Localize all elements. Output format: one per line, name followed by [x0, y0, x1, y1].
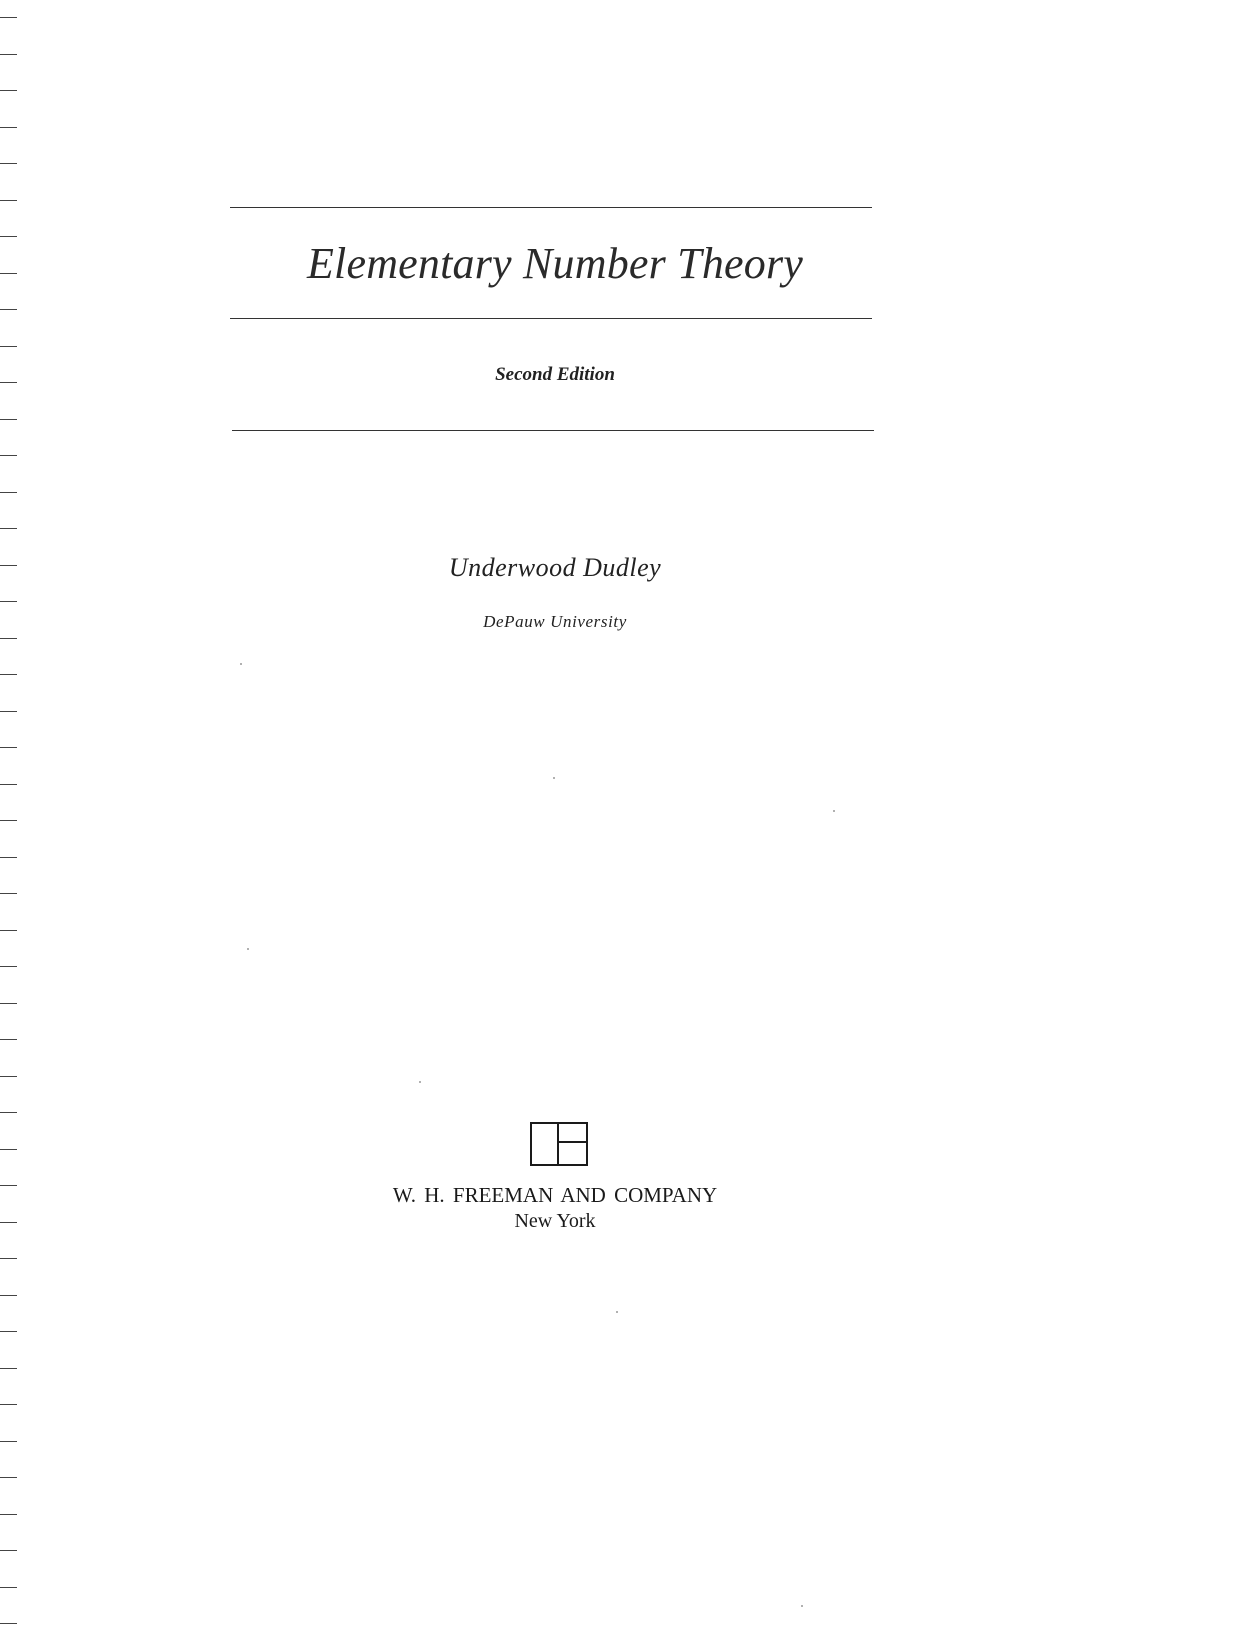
binding-tick: [0, 966, 17, 967]
binding-tick: [0, 528, 17, 529]
binding-tick: [0, 1441, 17, 1442]
binding-tick: [0, 638, 17, 639]
binding-tick: [0, 601, 17, 602]
binding-tick: [0, 1149, 17, 1150]
binding-tick: [0, 236, 17, 237]
binding-tick: [0, 1404, 17, 1405]
binding-tick: [0, 1477, 17, 1478]
top-rule: [230, 207, 872, 208]
author-name: Underwood Dudley: [448, 553, 662, 582]
binding-tick: [0, 820, 17, 821]
binding-tick: [0, 273, 17, 274]
binding-tick: [0, 565, 17, 566]
binding-tick: [0, 930, 17, 931]
scan-speck: [833, 810, 835, 812]
scan-speck: [616, 1311, 618, 1313]
binding-tick: [0, 1076, 17, 1077]
binding-tick: [0, 455, 17, 456]
binding-tick: [0, 54, 17, 55]
binding-tick: [0, 1623, 17, 1624]
scan-speck: [240, 663, 242, 665]
binding-tick: [0, 17, 17, 18]
binding-tick: [0, 309, 17, 310]
binding-tick: [0, 784, 17, 785]
binding-tick: [0, 1587, 17, 1588]
binding-tick: [0, 674, 17, 675]
binding-tick: [0, 857, 17, 858]
binding-tick-marks: [0, 0, 20, 1647]
binding-tick: [0, 1003, 17, 1004]
binding-tick: [0, 163, 17, 164]
binding-tick: [0, 382, 17, 383]
scan-speck: [553, 777, 555, 779]
publisher-place: New York: [514, 1210, 596, 1232]
binding-tick: [0, 1185, 17, 1186]
binding-tick: [0, 1514, 17, 1515]
binding-tick: [0, 200, 17, 201]
binding-tick: [0, 1112, 17, 1113]
binding-tick: [0, 711, 17, 712]
binding-tick: [0, 127, 17, 128]
binding-tick: [0, 419, 17, 420]
edition-label: Second Edition: [495, 364, 615, 385]
binding-tick: [0, 1039, 17, 1040]
binding-tick: [0, 90, 17, 91]
bottom-rule: [232, 430, 874, 431]
scan-speck: [801, 1605, 803, 1607]
binding-tick: [0, 893, 17, 894]
publisher-name: W. H. FREEMAN AND COMPANY: [392, 1183, 718, 1207]
book-title: Elementary Number Theory: [306, 239, 804, 288]
binding-tick: [0, 1331, 17, 1332]
scan-speck: [247, 948, 249, 950]
binding-tick: [0, 492, 17, 493]
binding-tick: [0, 747, 17, 748]
binding-tick: [0, 1368, 17, 1369]
freeman-book-logo-icon: [530, 1122, 588, 1171]
middle-rule: [230, 318, 872, 319]
binding-tick: [0, 346, 17, 347]
binding-tick: [0, 1295, 17, 1296]
author-affiliation: DePauw University: [483, 612, 627, 631]
binding-tick: [0, 1222, 17, 1223]
binding-tick: [0, 1550, 17, 1551]
scan-speck: [419, 1081, 421, 1083]
binding-tick: [0, 1258, 17, 1259]
